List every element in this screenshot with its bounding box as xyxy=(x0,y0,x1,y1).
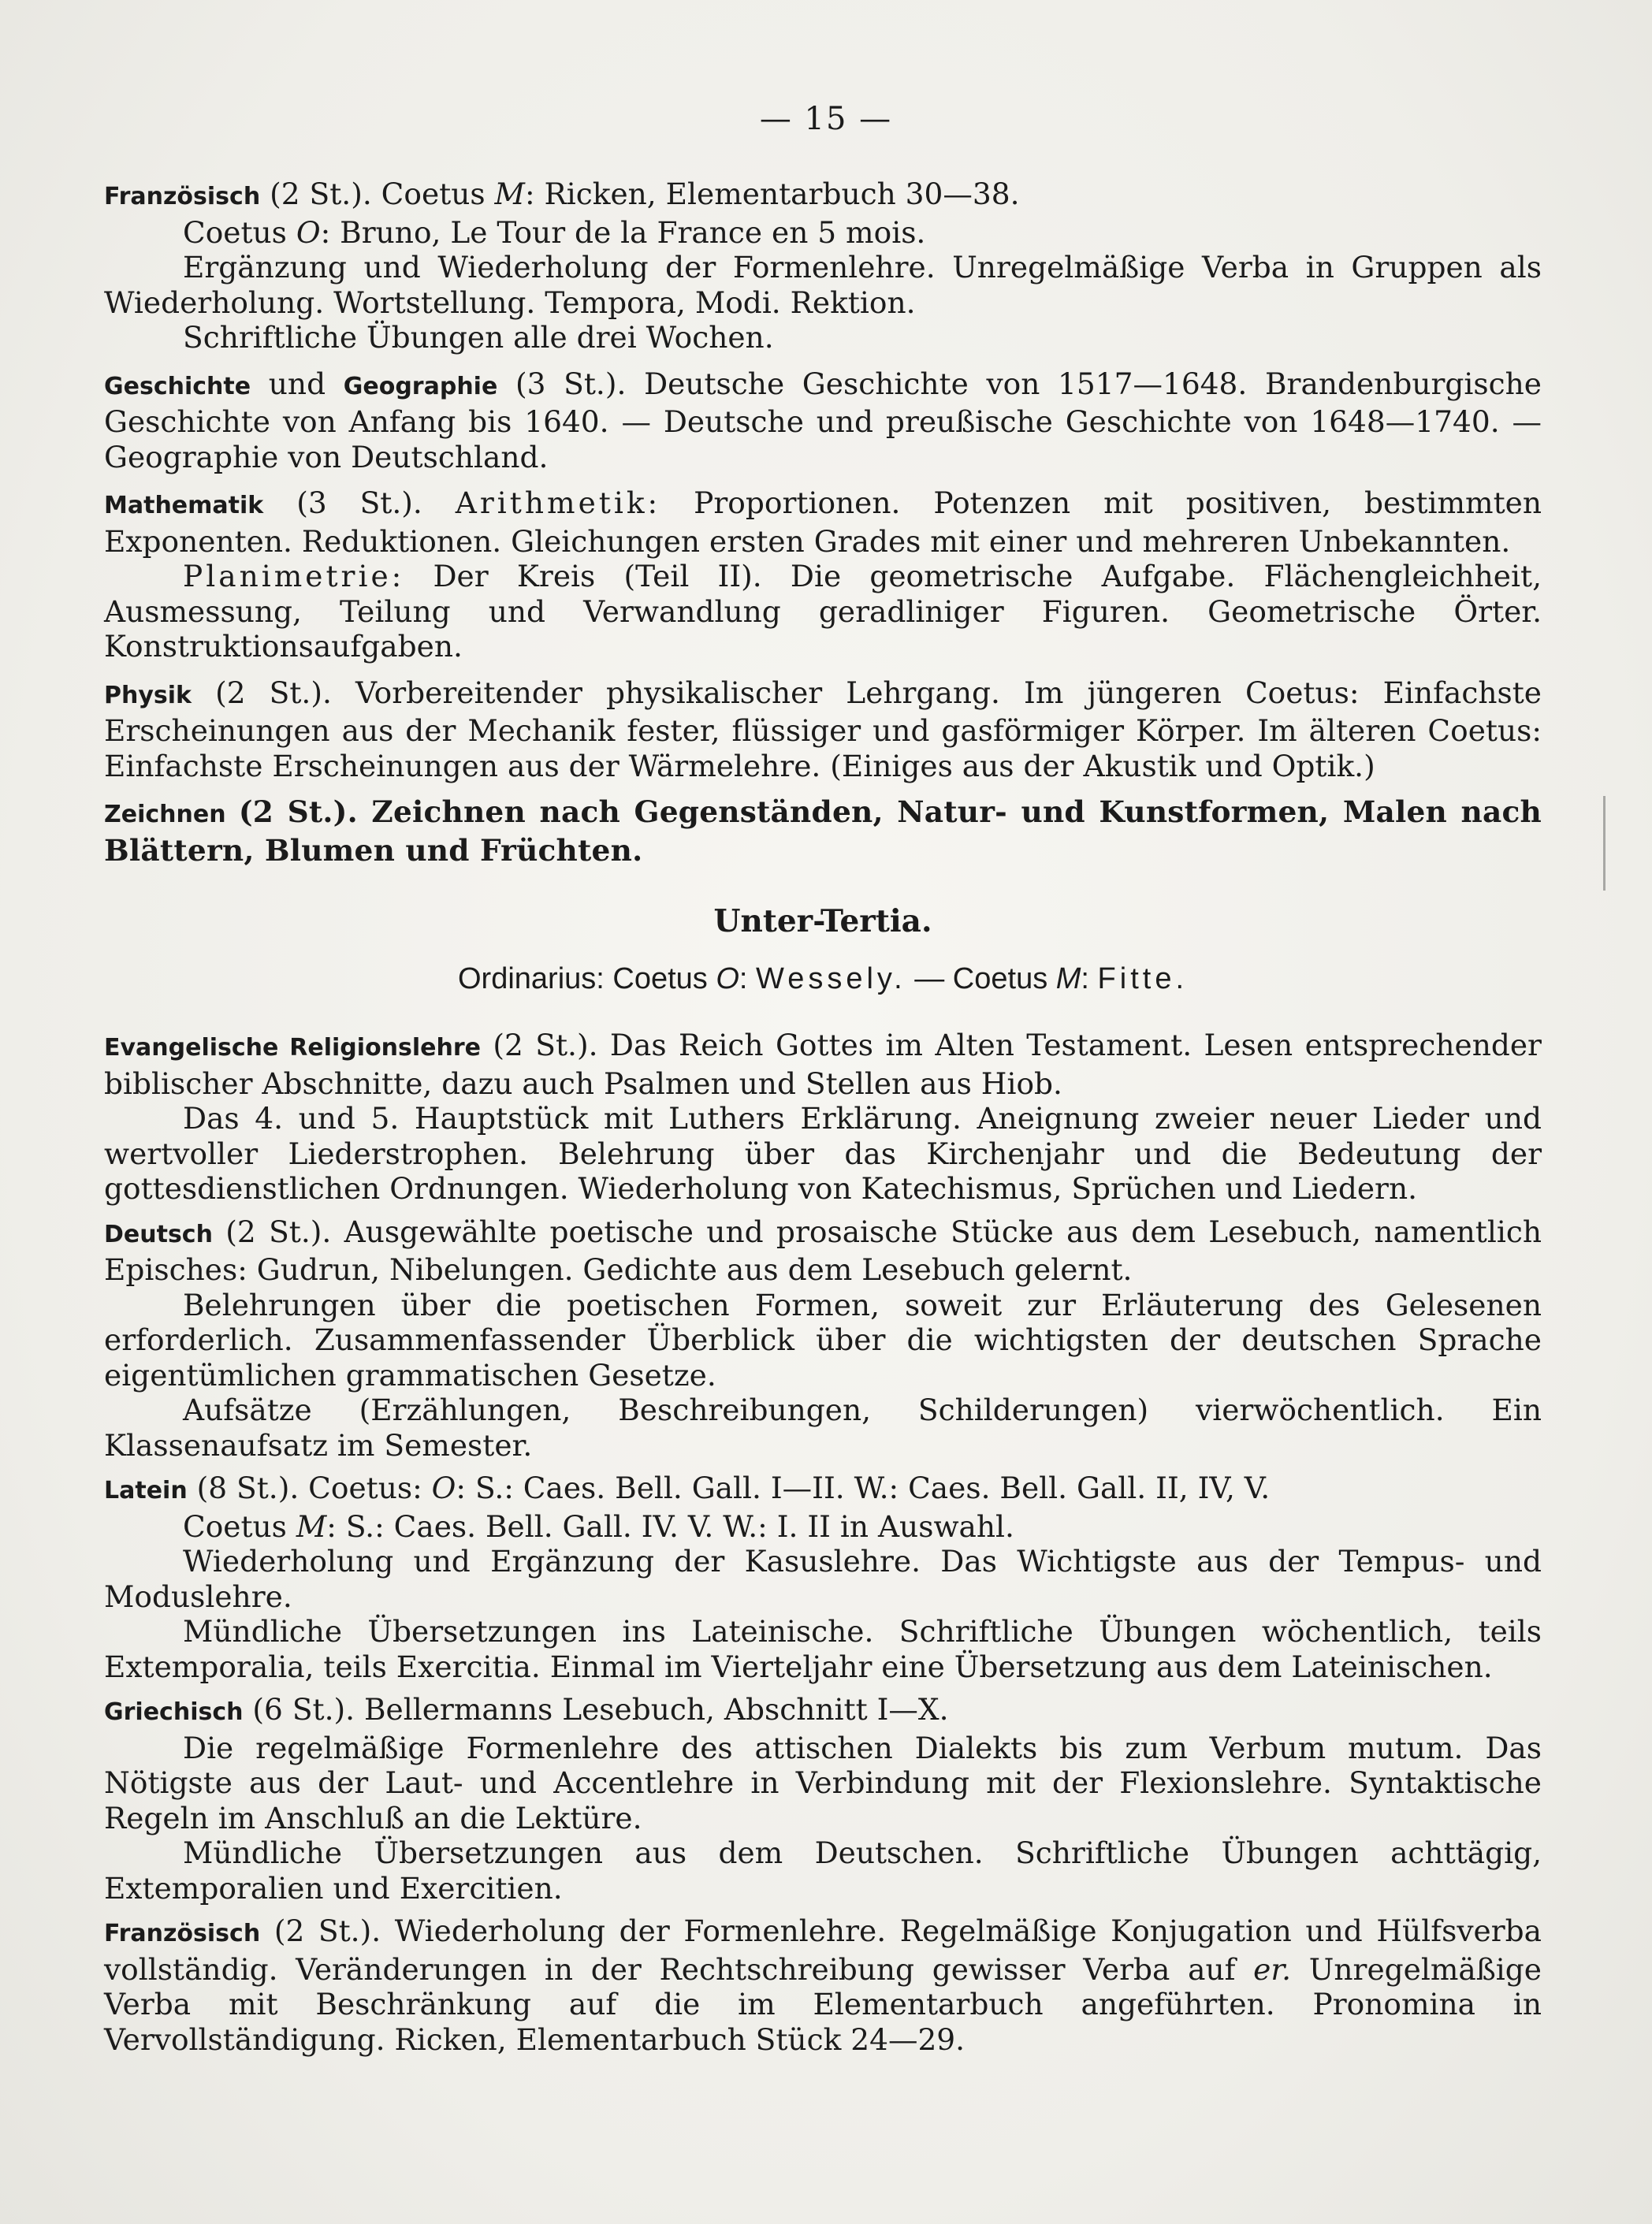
paragraph-line: Belehrungen über die poetischen Formen, soweit zur Erläuterung des Gelesenen erforderlich. Zusammenfassender Überblick über die wichtigsten der deutschen Sprache eigentümlichen grammatischen Gesetze. xyxy=(104,1287,1542,1393)
paragraph-geschichte: Geschichte und Geographie (3 St.). Deutsche Geschichte von 1517—1648. Brandenburgische Geschichte von Anfang bis 1640. — Deutsche und preußische Geschichte von 1648—1740. — Geographie von Deutschland. xyxy=(104,366,1542,474)
subject-label: Deutsch xyxy=(104,1220,213,1248)
paragraph-line: Schriftliche Übungen alle drei Wochen. xyxy=(183,320,774,355)
paragraph-line: Wiederholung und Ergänzung der Kasuslehre. Das Wichtigste aus der Tempus- und Moduslehre. xyxy=(104,1544,1542,1614)
paragraph-line: Aufsätze (Erzählungen, Beschreibungen, Schilderungen) vierwöchentlich. Ein Klassenaufsatz im Semester. xyxy=(104,1393,1542,1463)
paragraph-franzoesisch-untertertia: Französisch (2 St.). Wiederholung der Formenlehre. Regelmäßige Konjugation und Hülfsverba vollständig. Veränderungen in der Rechtschreibung gewisser Verba auf er. Unregelmäßige Verba mit Beschränkung auf die im Elementarbuch angeführten. Pronomina in Vervollständigung. Ricken, Elementarbuch Stück 24—29. xyxy=(104,1913,1542,2057)
subject-label: Griechisch xyxy=(104,1698,244,1726)
subject-label: Französisch xyxy=(104,1920,261,1947)
subject-label: Zeichnen xyxy=(104,801,226,828)
paragraph-deutsch: Deutsch (2 St.). Ausgewählte poetische und prosaische Stücke aus dem Lesebuch, namentlich Episches: Gudrun, Nibelungen. Gedichte aus dem Lesebuch gelernt. xyxy=(104,1214,1542,1287)
subject-label: Latein xyxy=(104,1477,188,1504)
paragraph-physik: Physik (2 St.). Vorbereitender physikalischer Lehrgang. Im jüngeren Coetus: Einfachste Erscheinungen aus der Mechanik fester, flüssiger und gasförmiger Körper. Im älteren Coetus: Einfachste Erscheinungen aus der Wärmelehre. (Einiges aus der Akustik und Optik.) xyxy=(104,675,1542,783)
section-title: Unter-Tertia. xyxy=(713,903,932,939)
paragraph-religionslehre: Evangelische Religionslehre (2 St.). Das Reich Gottes im Alten Testament. Lesen entsprechender biblischer Abschnitte, dazu auch Psalmen und Stellen aus Hiob. xyxy=(104,1028,1542,1101)
paragraph-line: Mündliche Übersetzungen aus dem Deutschen. Schriftliche Übungen achttägig, Extemporalien und Exercitien. xyxy=(104,1835,1542,1906)
paragraph-latein: Latein (8 St.). Coetus: O: S.: Caes. Bell. Gall. I—II. W.: Caes. Bell. Gall. II, IV, V. xyxy=(104,1471,1271,1505)
paragraph-line: Ergänzung und Wiederholung der Formenlehre. Unregelmäßige Verba in Gruppen als Wiederholung. Wortstellung. Tempora, Modi. Rektion. xyxy=(104,250,1542,320)
paragraph-zeichnen: Zeichnen (2 St.). Zeichnen nach Gegenständen, Natur- und Kunstformen, Malen nach Blättern, Blumen und Früchten. xyxy=(104,794,1542,868)
paragraph-franzoesisch-obertertia: Französisch (2 St.). Coetus M: Ricken, Elementarbuch 30—38. xyxy=(104,177,1020,211)
subject-label: Französisch xyxy=(104,183,261,210)
subject-label: Physik xyxy=(104,681,192,709)
paragraph-mathematik: Mathematik (3 St.). Arithmetik: Proportionen. Potenzen mit positiven, bestimmten Exponenten. Reduktionen. Gleichungen ersten Grades mit einer und mehreren Unbekannten. xyxy=(104,485,1542,559)
page-number: — 15 — xyxy=(759,101,893,137)
page-body xyxy=(104,177,1542,2057)
paragraph-line: Mündliche Übersetzungen ins Lateinische. Schriftliche Übungen wöchentlich, teils Extemporalia, teils Exercitia. Einmal im Vierteljahr eine Übersetzung aus dem Lateinischen. xyxy=(104,1614,1542,1684)
ordinarius-line: Ordinarius: Coetus O: Wessely. — Coetus M: Fitte. xyxy=(457,961,1189,995)
paragraph-line: Planimetrie: Der Kreis (Teil II). Die geometrische Aufgabe. Flächengleichheit, Ausmessung, Teilung und Verwandlung geradliniger Figuren. Geometrische Örter. Konstruktionsaufgaben. xyxy=(104,559,1542,664)
subject-label: Geographie xyxy=(343,372,498,400)
subject-label: Geschichte xyxy=(104,372,251,400)
paragraph-line: Coetus O: Bruno, Le Tour de la France en 5 mois. xyxy=(183,214,926,250)
paragraph-griechisch: Griechisch (6 St.). Bellermanns Lesebuch, Abschnitt I—X. xyxy=(104,1692,949,1727)
paragraph-line: Coetus M: S.: Caes. Bell. Gall. IV. V. W.: I. II in Auswahl. xyxy=(183,1508,1014,1544)
subject-label: Mathematik xyxy=(104,492,264,519)
subject-label: Evangelische Religionslehre xyxy=(104,1034,482,1062)
paragraph-line: Die regelmäßige Formenlehre des attischen Dialekts bis zum Verbum mutum. Das Nötigste aus der Laut- und Accentlehre in Verbindung mit der Flexionslehre. Syntaktische Regeln im Anschluß an die Lektüre. xyxy=(104,1730,1542,1835)
paragraph-line: Das 4. und 5. Hauptstück mit Luthers Erklärung. Aneignung zweier neuer Lieder und wertvoller Liederstrophen. Belehrung über das Kirchenjahr und die Bedeutung der gottesdienstlichen Ordnungen. Wiederholung von Katechismus, Sprüchen und Liedern. xyxy=(104,1101,1542,1206)
scan-edge-mark xyxy=(1603,796,1605,891)
